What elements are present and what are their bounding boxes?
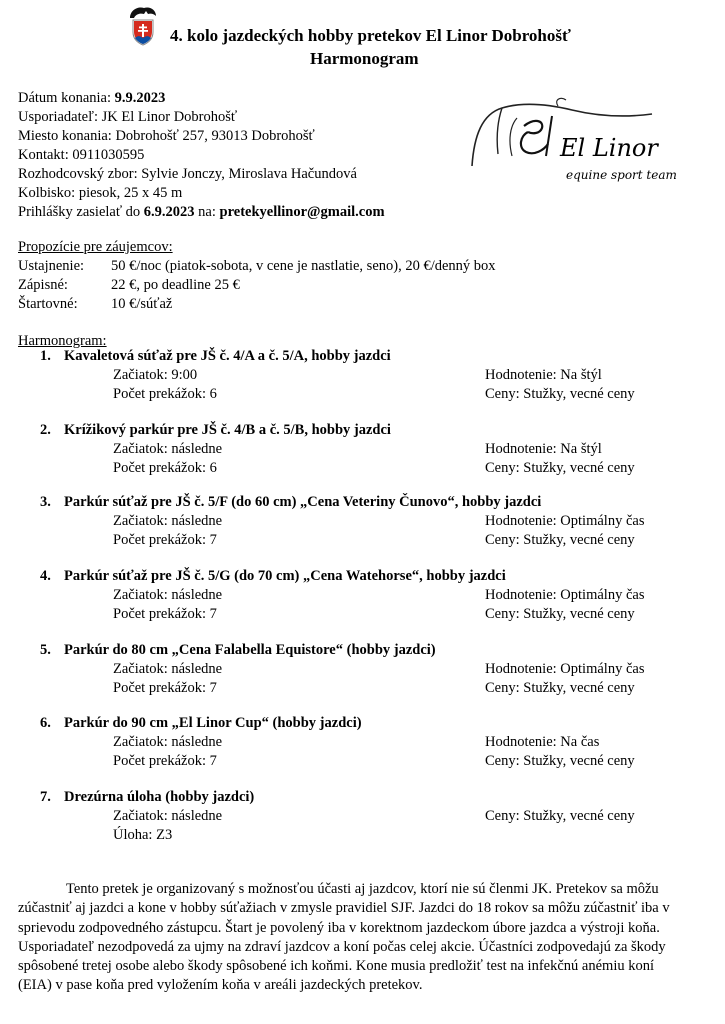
apply-prefix: Prihlášky zasielať do [18, 204, 141, 220]
propositions-value-1: 22 €, po deadline 25 € [111, 277, 240, 293]
organizer-line: Usporiadateľ: JK El Linor Dobrohošť [18, 109, 238, 125]
item-start: Začiatok: následne [113, 587, 223, 603]
apply-mid: na: [198, 204, 216, 220]
item-evaluation: Hodnotenie: Na štýl [485, 441, 602, 457]
item-evaluation: Hodnotenie: Optimálny čas [485, 587, 645, 603]
item-number: 7. [40, 789, 51, 805]
item-start: Začiatok: následne [113, 734, 223, 750]
club-emblem-icon [124, 4, 162, 48]
item-obstacles: Počet prekážok: 7 [113, 680, 217, 696]
rules-paragraph: Tento pretek je organizovaný s možnosťou účasti aj jazdcov, ktorí nie sú členmi JK. Pretekov sa môžu zúčastniť aj jazdci a kone v hobby súťažiach v zmysle pravidiel SJF. Jazdci do 18 rokov sa môžu zúčastniť iba v sprievodu zodpovedného zástupcu. Štart je povolený iba v korektnom jazdeckom úbore jazdca a výstroji koňa. Usporiadateľ nezodpovedá za ujmy na zdraví jazdcov a koní počas celej akcie. Účastníci zodpovedajú za škody spôsobené tretej osobe alebo škody spôsobené ich koňmi. Kone musia predložiť test na infekčnú anémiu koní (EIA) v pase koňa pred vyložením koňa v areáli jazdeckých pretekov. [18, 881, 670, 994]
item-start: Začiatok: následne [113, 661, 223, 677]
item-number: 4. [40, 568, 51, 584]
item-number: 5. [40, 642, 51, 658]
item-obstacles: Počet prekážok: 7 [113, 532, 217, 548]
item-title: Drezúrna úloha (hobby jazdci) [64, 789, 255, 805]
item-obstacles: Počet prekážok: 7 [113, 606, 217, 622]
applications-line [18, 203, 385, 222]
item-number: 2. [40, 422, 51, 438]
date-value: 9.9.2023 [114, 90, 166, 106]
item-start: Začiatok: následne [113, 513, 223, 529]
logo-tagline: equine sport team [566, 168, 677, 182]
apply-email-link[interactable]: pretekyellinor@gmail.com [219, 204, 385, 220]
item-prizes: Ceny: Stužky, vecné ceny [485, 680, 635, 696]
page-title: 4. kolo jazdeckých hobby pretekov El Linor Dobrohošť [170, 26, 571, 45]
propositions-value-0: 50 €/noc (piatok-sobota, v cene je nastlatie, seno), 20 €/denný box [111, 258, 496, 274]
propositions-label-2: Štartovné: [18, 296, 78, 312]
page-subtitle: Harmonogram [310, 49, 419, 68]
judges-line: Rozhodcovský zbor: Sylvie Jonczy, Miroslava Hačundová [18, 166, 357, 182]
propositions-label-1: Zápisné: [18, 277, 68, 293]
item-prizes: Ceny: Stužky, vecné ceny [485, 606, 635, 622]
item-number: 1. [40, 348, 51, 364]
item-start: Začiatok: následne [113, 808, 223, 824]
item-obstacles: Počet prekážok: 7 [113, 753, 217, 769]
propositions-label-0: Ustajnenie: [18, 258, 85, 274]
date-label: Dátum konania: [18, 90, 112, 106]
item-task: Úloha: Z3 [113, 827, 173, 843]
item-evaluation: Hodnotenie: Na štýl [485, 367, 602, 383]
item-title: Parkúr do 90 cm „El Linor Cup“ (hobby jazdci) [64, 715, 362, 731]
item-prizes: Ceny: Stužky, vecné ceny [485, 753, 635, 769]
schedule-heading: Harmonogram: [18, 333, 107, 349]
item-title: Parkúr súťaž pre JŠ č. 5/G (do 70 cm) „Cena Watehorse“, hobby jazdci [64, 568, 506, 584]
item-start: Začiatok: následne [113, 441, 223, 457]
item-title: Parkúr súťaž pre JŠ č. 5/F (do 60 cm) „Cena Veteriny Čunovo“, hobby jazdci [64, 494, 542, 510]
item-title: Parkúr do 80 cm „Cena Falabella Equistore“ (hobby jazdci) [64, 642, 436, 658]
item-obstacles: Počet prekážok: 6 [113, 460, 217, 476]
item-evaluation: Hodnotenie: Na čas [485, 734, 600, 750]
item-number: 3. [40, 494, 51, 510]
propositions-value-2: 10 €/súťaž [111, 296, 173, 312]
item-prizes: Ceny: Stužky, vecné ceny [485, 808, 635, 824]
item-title: Kavaletová súťaž pre JŠ č. 4/A a č. 5/A, hobby jazdci [64, 348, 391, 364]
item-number: 6. [40, 715, 51, 731]
arena-line: Kolbisko: piesok, 25 x 45 m [18, 185, 183, 201]
item-evaluation: Hodnotenie: Optimálny čas [485, 513, 645, 529]
item-prizes: Ceny: Stužky, vecné ceny [485, 532, 635, 548]
propositions-heading: Propozície pre záujemcov: [18, 239, 173, 255]
contact-line: Kontakt: 0911030595 [18, 147, 145, 163]
date-line [18, 89, 165, 108]
item-prizes: Ceny: Stužky, vecné ceny [485, 386, 635, 402]
apply-date: 6.9.2023 [143, 204, 195, 220]
item-obstacles: Počet prekážok: 6 [113, 386, 217, 402]
logo-name: El Linor [560, 134, 658, 162]
item-prizes: Ceny: Stužky, vecné ceny [485, 460, 635, 476]
item-start: Začiatok: 9:00 [113, 367, 198, 383]
venue-line: Miesto konania: Dobrohošť 257, 93013 Dobrohošť [18, 128, 315, 144]
item-title: Krížikový parkúr pre JŠ č. 4/B a č. 5/B, hobby jazdci [64, 422, 391, 438]
item-evaluation: Hodnotenie: Optimálny čas [485, 661, 645, 677]
